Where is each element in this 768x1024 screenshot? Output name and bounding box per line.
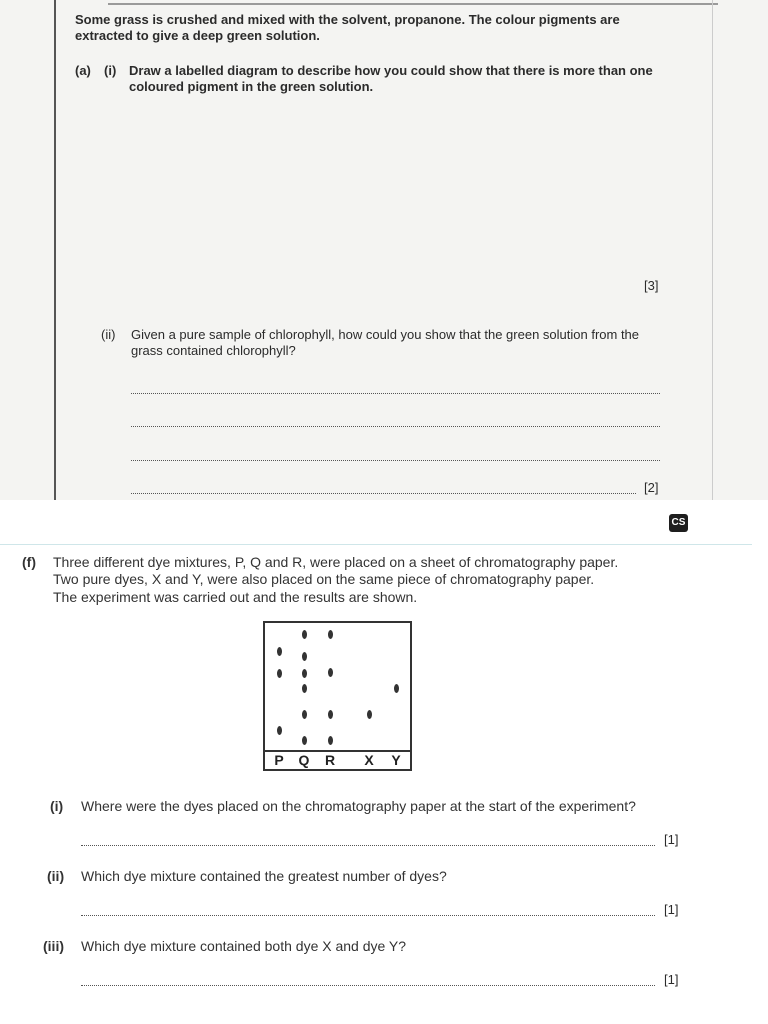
part-a-ii-marks: [2] bbox=[644, 480, 659, 495]
top-exam-page bbox=[0, 0, 768, 500]
spot-r bbox=[328, 630, 333, 639]
part-a-i-marks: [3] bbox=[644, 278, 659, 293]
question-i-text: Where were the dyes placed on the chromatography paper at the start of the experiment? bbox=[81, 798, 636, 814]
spot-p bbox=[277, 669, 282, 678]
spot-p bbox=[277, 647, 282, 656]
camscanner-logo: CS bbox=[669, 514, 688, 532]
question-iii-marks: [1] bbox=[664, 972, 679, 987]
question-ii-marks: [1] bbox=[664, 902, 679, 917]
spot-q bbox=[302, 669, 307, 678]
part-f-label: (f) bbox=[22, 554, 36, 570]
part-f-text-line3: The experiment was carried out and the results are shown. bbox=[53, 589, 418, 605]
top-rule bbox=[108, 3, 718, 5]
part-f-text-line2: Two pure dyes, X and Y, were also placed on the same piece of chromatography paper. bbox=[53, 571, 595, 587]
spot-q bbox=[302, 736, 307, 745]
question-iii-text: Which dye mixture contained both dye X and dye Y? bbox=[81, 938, 407, 954]
part-a-label: (a) bbox=[75, 63, 91, 78]
spot-q bbox=[302, 710, 307, 719]
part-a-ii-question: Given a pure sample of chlorophyll, how could you show that the green solution from the grass contained chlorophyll? bbox=[131, 327, 640, 358]
chromatogram-diagram bbox=[263, 621, 412, 771]
part-a-ii-label: (ii) bbox=[101, 327, 116, 342]
lane-label-y: Y bbox=[391, 752, 401, 768]
spot-r bbox=[328, 736, 333, 745]
answer-line[interactable] bbox=[131, 393, 660, 394]
lane-label-q: Q bbox=[298, 752, 310, 768]
spot-r bbox=[328, 710, 333, 719]
answer-line[interactable] bbox=[81, 845, 655, 846]
question-ii-label: (ii) bbox=[47, 868, 65, 884]
page-divider bbox=[0, 544, 752, 545]
part-f-text-line1: Three different dye mixtures, P, Q and R, were placed on a sheet of chromatography paper. bbox=[53, 554, 619, 570]
intro-text: Some grass is crushed and mixed with the solvent, propanone. The colour pigments are extracted to give a deep green solution. bbox=[75, 12, 620, 43]
spot-r bbox=[328, 668, 333, 677]
spot-y bbox=[394, 684, 399, 693]
page-right-border bbox=[712, 0, 713, 500]
question-ii-text: Which dye mixture contained the greatest number of dyes? bbox=[81, 868, 447, 884]
lane-label-p: P bbox=[274, 752, 284, 768]
question-i-label: (i) bbox=[50, 798, 64, 814]
answer-line[interactable] bbox=[81, 915, 655, 916]
lane-label-r: R bbox=[324, 752, 336, 768]
spot-q bbox=[302, 630, 307, 639]
part-a-i-question: Draw a labelled diagram to describe how you could show that there is more than one coloured pigment in the green solution. bbox=[129, 63, 653, 94]
answer-line[interactable] bbox=[81, 985, 655, 986]
answer-line[interactable] bbox=[131, 460, 660, 461]
lane-label-x: X bbox=[364, 752, 374, 768]
part-a-i-label: (i) bbox=[104, 63, 117, 78]
question-iii-label: (iii) bbox=[43, 938, 64, 954]
question-i-marks: [1] bbox=[664, 832, 679, 847]
spot-p bbox=[277, 726, 282, 735]
page-left-border bbox=[54, 0, 56, 500]
spot-q bbox=[302, 684, 307, 693]
spot-q bbox=[302, 652, 307, 661]
answer-line[interactable] bbox=[131, 493, 636, 494]
spot-x bbox=[367, 710, 372, 719]
answer-line[interactable] bbox=[131, 426, 660, 427]
